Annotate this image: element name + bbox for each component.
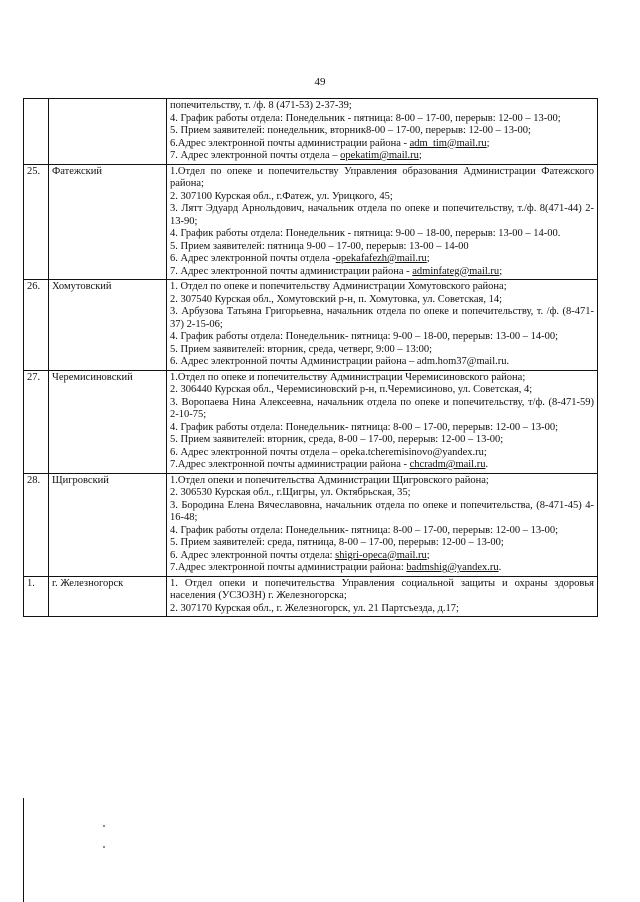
info-text: 5. Прием заявителей: вторник, среда, 8-00 – 17-00, перерыв: 12-00 – 13-00; <box>170 434 504 445</box>
info-line <box>170 241 594 254</box>
info-text: 7.Адрес электронной почты администрации района - <box>170 459 410 470</box>
info-text-suffix: ; <box>418 150 422 161</box>
district-cell: Хомутовский <box>49 280 167 371</box>
info-text: 3. Бородина Елена Вячеславовна, начальник отдела по опеке и попечительства, (8-471-45) 4-16-48; <box>170 499 594 523</box>
info-line <box>170 475 594 488</box>
info-line <box>170 372 594 385</box>
info-text: 1.Отдел по опеке и попечительству Управления образования Администрации Фатежского района; <box>170 165 594 189</box>
info-text-suffix: . <box>485 459 489 470</box>
info-line <box>170 525 594 538</box>
office-info-cell <box>167 576 598 617</box>
info-line <box>170 331 594 344</box>
info-text: 4. График работы отдела: Понедельник- пятница: 8-00 – 17-00, перерыв: 12-00 – 13-00; <box>170 421 559 433</box>
info-text: 1.Отдел по опеке и попечительству Администрации Черемисиновского района; <box>170 371 526 383</box>
info-text: 6. Адрес электронной почты Администрации района – adm.hom37@mail.ru. <box>170 356 510 367</box>
table-row <box>24 280 598 371</box>
info-line <box>170 125 594 138</box>
info-text: 6.Адрес электронной почты администрации района - <box>170 137 410 149</box>
info-text: 5. Прием заявителей: вторник, среда, четверг, 9:00 – 13:00; <box>170 343 433 355</box>
info-text: 2. 307170 Курская обл., г. Железногорск, ул. 21 Партсъезда, д.17; <box>170 602 459 614</box>
info-text: 5. Прием заявителей: среда, пятница, 8-00 – 17-00, перерыв: 12-00 – 13-00; <box>170 537 504 548</box>
email-link[interactable]: chcradm@mail.ru <box>409 459 486 470</box>
info-text: попечительству, т. /ф. 8 (471-53) 2-37-39; <box>170 100 352 111</box>
page-number: 49 <box>314 76 326 88</box>
info-text: 1. Отдел опеки и попечительства Управления социальной защиты и охраны здоровья населения (УСЗОЗН) г. Железногорска; <box>170 577 594 601</box>
district-cell: г. Железногорск <box>49 576 167 617</box>
info-line <box>170 550 594 563</box>
office-info-cell <box>167 280 598 371</box>
info-line <box>170 228 594 241</box>
row-number-cell <box>24 99 49 165</box>
info-text: 7. Адрес электронной почты отдела – <box>170 150 341 161</box>
info-text: 6. Адрес электронной почты отдела - <box>170 253 336 264</box>
table-row <box>24 370 598 473</box>
guardianship-offices-table <box>23 98 598 617</box>
info-text: 3. Лятт Эдуард Арнольдович, начальник отдела по опеке и попечительству, т./ф. 8(471-44) 2-13-90; <box>170 203 594 227</box>
info-text: 7.Адрес электронной почты администрации района: <box>170 562 407 573</box>
info-line <box>170 603 594 616</box>
row-number-cell: 27. <box>24 370 49 473</box>
scan-speck <box>103 825 105 827</box>
info-line <box>170 344 594 357</box>
table-row <box>24 576 598 617</box>
email-link[interactable]: opekatim@mail.ru <box>340 150 419 161</box>
info-text: 1. Отдел по опеке и попечительству Администрации Хомутовского района; <box>170 281 507 292</box>
info-text-suffix: ; <box>486 137 490 149</box>
info-text: 4. График работы отдела: Понедельник - пятница: 9-00 – 18-00, перерыв: 13-00 – 14-00. <box>170 228 561 239</box>
row-number-cell: 26. <box>24 280 49 371</box>
info-text: 2. 306440 Курская обл., Черемисиновский р-н, п.Черемисиново, ул. Советская, 4; <box>170 384 533 395</box>
info-line <box>170 203 594 228</box>
row-number-cell: 1. <box>24 576 49 617</box>
scan-speck <box>103 846 105 848</box>
row-number-cell: 28. <box>24 473 49 576</box>
info-line <box>170 138 594 151</box>
info-text: 6. Адрес электронной почты отдела: <box>170 549 336 561</box>
info-line <box>170 422 594 435</box>
info-text: 4. График работы отдела: Понедельник- пятница: 8-00 – 17-00, перерыв: 12-00 – 13-00; <box>170 524 559 536</box>
info-text-suffix: . <box>498 562 502 573</box>
info-line <box>170 434 594 447</box>
table-row <box>24 164 598 280</box>
info-text: 4. График работы отдела: Понедельник- пятница: 9-00 – 18-00, перерыв: 13-00 – 14-00; <box>170 331 559 342</box>
info-text: 1.Отдел опеки и попечительства Администрации Щигровского района; <box>170 474 489 486</box>
info-line <box>170 384 594 397</box>
info-line <box>170 487 594 500</box>
email-link[interactable]: shigri-opeca@mail.ru <box>335 549 427 561</box>
info-text: 2. 306530 Курская обл., г.Щигры, ул. Октябрьская, 35; <box>170 487 411 498</box>
email-link[interactable]: adm_tim@mail.ru <box>409 137 487 149</box>
info-text-suffix: ; <box>426 549 430 561</box>
info-line <box>170 100 594 113</box>
info-text: 6. Адрес электронной почты отдела – opeka.tcheremisinovo@yandex.ru; <box>170 446 487 458</box>
office-info-cell <box>167 164 598 280</box>
office-info-cell <box>167 473 598 576</box>
info-line <box>170 166 594 191</box>
info-line <box>170 578 594 603</box>
info-text: 3. Арбузова Татьяна Григорьевна, начальник отдела по опеке и попечительству, т. /ф. (8-471-37) 2-15-06; <box>170 306 594 330</box>
info-line <box>170 356 594 369</box>
email-link[interactable]: opekafafezh@mail.ru <box>335 253 427 264</box>
info-text: 3. Воропаева Нина Алексеевна, начальник отдела по опеке и попечительству, т/ф. (8-471-59) 2-10-75; <box>170 396 594 420</box>
district-cell: Черемисиновский <box>49 370 167 473</box>
info-line <box>170 294 594 307</box>
info-line <box>170 459 594 472</box>
email-link[interactable]: adminfateg@mail.ru <box>412 265 500 277</box>
info-line <box>170 253 594 266</box>
info-text: 5. Прием заявителей: пятница 9-00 – 17-00, перерыв: 13-00 – 14-00 <box>170 240 469 252</box>
info-line <box>170 113 594 126</box>
info-text: 2. 307100 Курская обл., г.Фатеж, ул. Урицкого, 45; <box>170 190 393 202</box>
row-number-cell: 25. <box>24 164 49 280</box>
info-text: 4. График работы отдела: Понедельник - пятница: 8-00 – 17-00, перерыв: 12-00 – 13-00; <box>170 112 561 124</box>
info-line <box>170 537 594 550</box>
info-text: 5. Прием заявителей: понедельник, вторник8-00 – 17-00, перерыв: 12-00 – 13-00; <box>170 125 531 136</box>
info-text-suffix: ; <box>499 265 503 277</box>
email-link[interactable]: badmshig@yandex.ru <box>406 562 499 573</box>
office-info-cell <box>167 370 598 473</box>
office-info-cell <box>167 99 598 165</box>
table-row <box>24 99 598 165</box>
district-cell <box>49 99 167 165</box>
info-line <box>170 397 594 422</box>
table-body <box>24 99 598 617</box>
info-line <box>170 150 594 163</box>
info-line <box>170 562 594 575</box>
table-row <box>24 473 598 576</box>
info-line <box>170 306 594 331</box>
info-line <box>170 191 594 204</box>
info-text: 2. 307540 Курская обл., Хомутовский р-н, п. Хомутовка, ул. Советская, 14; <box>170 293 503 305</box>
info-text-suffix: ; <box>426 253 430 264</box>
info-line <box>170 266 594 279</box>
info-line <box>170 281 594 294</box>
district-cell: Фатежский <box>49 164 167 280</box>
district-cell: Щигровский <box>49 473 167 576</box>
info-line <box>170 447 594 460</box>
info-line <box>170 500 594 525</box>
info-text: 7. Адрес электронной почты администрации района - <box>170 265 413 277</box>
table-left-border-continuation <box>23 798 24 902</box>
